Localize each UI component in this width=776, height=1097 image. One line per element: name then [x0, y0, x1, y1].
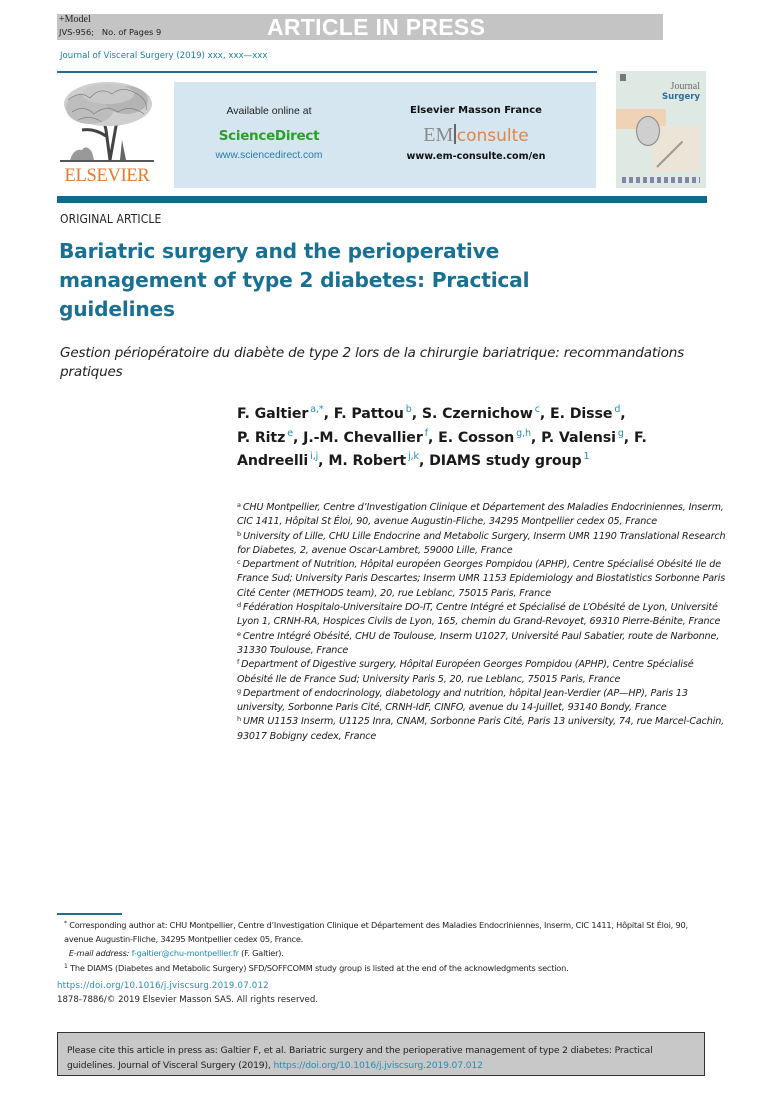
citation-doi-link[interactable]: https://doi.org/10.1016/j.jviscsurg.2019.07.012 [273, 1060, 483, 1071]
sciencedirect-link[interactable]: www.sciencedirect.com [215, 150, 323, 161]
corresponding-author-note: * Corresponding author at: CHU Montpellier, Centre d’Investigation Clinique et Département des Maladies Endocriniennes, Inserm, CIC 1411, Hôpital St Éloi, 90, avenue Augustin-Fliche, 34295 Montpellier cedex 05, France. [64, 920, 688, 945]
email-note: E-mail address: f-galtier@chu-montpellier.fr (F. Galtier). [68, 948, 284, 959]
author: DIAMS study group $^1$ [429, 451, 590, 469]
available-online-label: Available online at [226, 105, 312, 117]
article-type: ORIGINAL ARTICLE [60, 212, 162, 226]
affiliation: $^a$ CHU Montpellier, Centre d’Investigation Clinique et Département des Maladies Endocriniennes, Inserm, CIC 1411, Hôpital St Éloi, 90, avenue Augustin-Fliche, 34295 Montpellier cedex 05, France [237, 501, 724, 528]
availability-panel [174, 82, 596, 188]
author: P. Valensi $^g$ [541, 427, 624, 446]
elsevier-tree-icon [60, 80, 154, 164]
author-affiliation-ref[interactable]: f [424, 427, 428, 439]
doi-link[interactable]: https://doi.org/10.1016/j.jviscsurg.2019.07.012 [57, 981, 269, 991]
affiliation: $^e$ Centre Intégré Obésité, CHU de Toulouse, Inserm U1027, Université Paul Sabatier, route de Narbonne, 31330 Toulouse, France [237, 629, 720, 656]
cover-title-surgery: Surgery [662, 92, 700, 102]
cover-portrait [636, 116, 660, 146]
author-affiliation-ref[interactable]: a,* [310, 404, 324, 415]
elsevier-masson-label: Elsevier Masson France [410, 105, 542, 116]
header-rule [57, 71, 597, 73]
journal-cover-image [616, 71, 706, 188]
author-affiliation-ref[interactable]: d [614, 404, 621, 415]
affiliation: $^h$ UMR U1153 Inserm, U1125 Inra, CNAM, Sorbonne Paris Cité, Paris 13 university, 74, rue Marcel-Cachin, 93017 Bobigny cedex, France [237, 715, 725, 742]
author: J.-M. Chevallier $^f$ [303, 427, 428, 446]
author-affiliation-ref[interactable]: b [405, 404, 412, 415]
author: F. Pattou $^b$ [333, 404, 412, 422]
em-logo-part: EM [423, 124, 454, 146]
elsevier-logo [58, 80, 156, 190]
article-title: Bariatric surgery and the perioperative management of type 2 diabetes: Practical guidelines [59, 239, 530, 321]
author-affiliation-ref[interactable]: g [617, 427, 624, 439]
emconsulte-logo[interactable] [386, 122, 566, 148]
article-subtitle-french: Gestion périopératoire du diabète de type 2 lors de la chirurgie bariatrique: recommandations pratiques [60, 345, 684, 380]
journal-citation: Journal of Visceral Surgery (2019) xxx, xxx—xxx [60, 51, 268, 61]
cover-footer-logos [622, 177, 700, 183]
author: S. Czernichow $^c$ [421, 404, 540, 422]
sciencedirect-logo[interactable]: ScienceDirect [218, 128, 320, 144]
author-affiliation-ref[interactable]: c [534, 404, 540, 415]
author: E. Disse $^d$ [549, 404, 621, 422]
author-list: F. Galtier $^{a,*}$, F. Pattou $^b$, S. Czernichow $^c$, E. Disse $^d$, P. Ritz $^e$, J.-M. Chevallier $^f$, E. Cosson $^{g,h}$, P. Valensi $^g$, F. Andreelli $^{i,j}$, M. Robert $^{j,k}$, DIAMS study group $^1$ [237, 404, 647, 469]
author-affiliation-ref[interactable]: g,h [516, 427, 531, 439]
affiliation: $^f$ Department of Digestive surgery, Hôpital Européen Georges Pompidou (APHP), Centre Spécialisé Obésité Ile de France Sud; University Paris 5, 20, rue Leblanc, 75015 Paris, France [237, 658, 694, 685]
cover-publisher-icon [620, 74, 626, 81]
manuscript-id: JVS-956; No. of Pages 9 [59, 27, 162, 37]
author: F. Galtier $^{a,*}$ [237, 404, 324, 422]
banner-title: ARTICLE IN PRESS [267, 14, 486, 40]
affiliation: $^b$ University of Lille, CHU Lille Endocrine and Metabolic Surgery, Inserm UMR 1190 Translational Research for Diabetes, 2, avenue Oscar-Lambret, 59000 Lille, France [237, 529, 726, 556]
emconsulte-link[interactable]: www.em-consulte.com/en [406, 151, 546, 162]
affiliation: $^c$ Department of Nutrition, Hôpital européen Georges Pompidou (APHP), Centre Spécialisé Obésité Ile de France Sud; University Paris Descartes; Inserm UMR 1153 Epidemiology and Biostatistics Sorbonne Paris Cité Center (METHODS team), 20, rue Leblanc, 75015 Paris, France [237, 558, 726, 599]
author-affiliation-ref[interactable]: 1 [583, 451, 590, 462]
affiliation-list [237, 501, 732, 744]
author-affiliation-ref[interactable]: i,j [310, 451, 319, 462]
article-in-press-banner [57, 14, 663, 40]
footnote-rule [57, 913, 122, 915]
citation-text: Please cite this article in press as: Galtier F, et al. Bariatric surgery and the perioperative management of type 2 diabetes: Practical guidelines. Journal of Visceral Surgery (2019), https://doi.org/10.1016/j.jviscsurg.2019.07.012 [67, 1045, 653, 1071]
citation-box [57, 1032, 705, 1076]
affiliation: $^d$ Fédération Hospitalo-Universitaire DO-IT, Centre Intégré et Spécialisé de L’Obésité de Lyon, Université Lyon 1, CRNH-RA, Hospices Civils de Lyon, 165, chemin du Grand-Revoyet, 69310 Pierre-Bénite, France [237, 601, 721, 628]
affiliation: $^g$ Department of endocrinology, diabetology and nutrition, hôpital Jean-Verdier (AP—HP), Paris 13 university, Sorbonne Paris Cité, CRNH-IdF, CINFO, avenue du 14-Juillet, 93140 Bondy, France [237, 686, 688, 714]
author: P. Ritz $^e$ [237, 427, 293, 446]
author-affiliation-ref[interactable]: e [287, 427, 293, 439]
logo-divider [454, 124, 456, 144]
author: E. Cosson $^{g,h}$ [438, 427, 531, 446]
model-label: +Model [59, 14, 91, 25]
elsevier-wordmark: ELSEVIER [64, 166, 150, 186]
study-group-note: $^1$ The DIAMS (Diabetes and Metabolic Surgery) SFD/SOFFCOMM study group is listed at the end of the acknowledgments section. [64, 962, 569, 973]
author-affiliation-ref[interactable]: j,k [408, 451, 419, 462]
email-link[interactable]: f-galtier@chu-montpellier.fr [131, 948, 239, 959]
footnotes [57, 918, 717, 975]
copyright: 1878-7886/© 2019 Elsevier Masson SAS. All rights reserved. [57, 995, 319, 1005]
cover-title-journal: Journal [670, 81, 700, 92]
masthead-rule [57, 196, 707, 203]
consulte-logo-part: consulte [456, 126, 529, 146]
author: M. Robert $^{j,k}$ [328, 451, 419, 469]
author: F. Andreelli $^{i,j}$ [237, 429, 647, 469]
